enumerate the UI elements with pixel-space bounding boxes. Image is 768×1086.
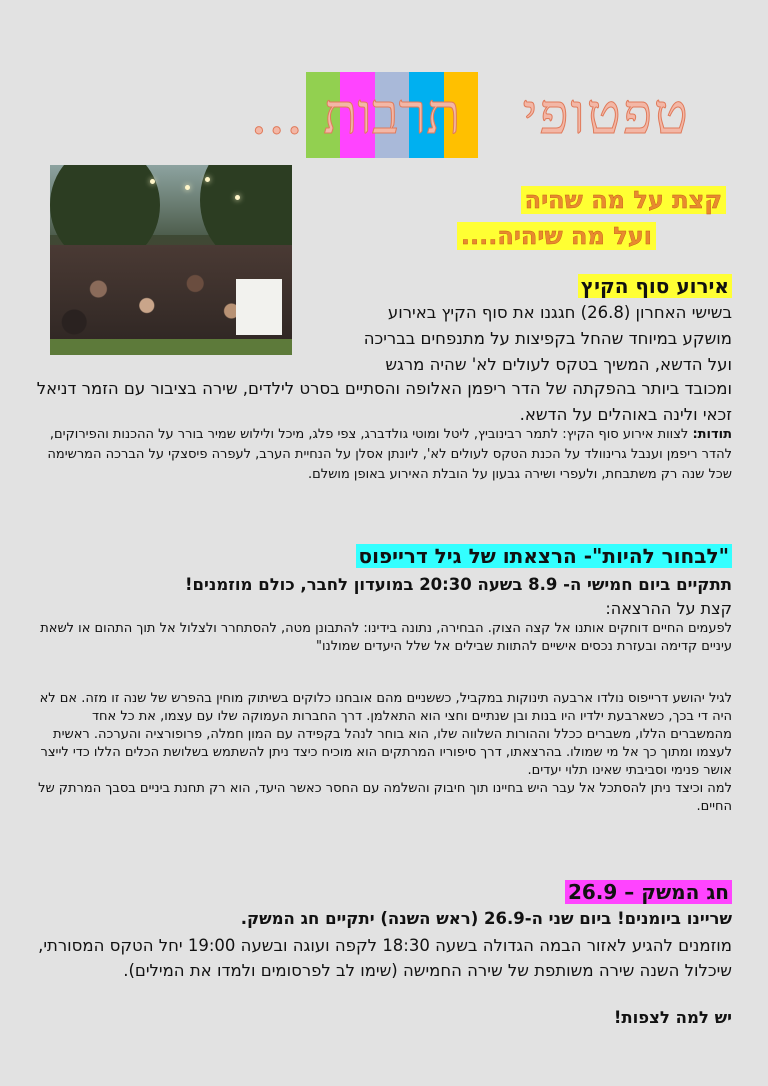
title-word-2: תרבות (323, 82, 461, 147)
photo-tent (236, 279, 282, 335)
photo-light (205, 177, 210, 182)
section1-line: ועל הדשא, המשיך בטקס לעולים לא' שהיה מרגש (385, 355, 732, 374)
event-photo (50, 165, 292, 355)
intro-line-1: קצת על מה שהיה (521, 186, 726, 214)
section1-line: בשישי האחרון (26.8) חגגנו את סוף הקיץ באירוע (387, 303, 732, 322)
section2-heading: "לבחור להיות"- הרצאתו של גיל דרייפוס (356, 544, 732, 568)
section1-paragraph (312, 300, 732, 378)
thanks-text: לצוות אירוע סוף הקיץ: לתמר רבינוביץ, ליטל ומוטי גולדברג, צפי פלג, מיכל ולילוש שמיר בורר על ההכנות והפירוקים, להדר ריפמן וענבל גרינוולד על הכנת הטקס לעולים לא', ליונתן אסלן על הנחיית הערב, לעפרה פיסצקי על הברכה המרשימה שכל שנה רק משתבחת, ולעפרי ושירה גבעון על הובלת האירוע באופן מושלם. (47, 427, 732, 482)
photo-light (185, 185, 190, 190)
section2-body (32, 690, 732, 816)
intro-line-2: ועל מה שיהיה.... (457, 222, 656, 250)
page-title (250, 72, 690, 160)
section2-lead: קצת על ההרצאה: (605, 599, 732, 618)
section2-body-line: לגיל יהושע דרייפוס נולדו ארבעה תינוקות במקביל, כששניים מהם אובחנו כלוקים בשיתוק מוחין בהפרש של שנה זו מזה. אם לא היה די בכך, כשארבעת ילדיו היו בנות ובן שנתיים וחצי הוא התאלמן. דרך החברות העמוקה שלו עם עצמו, את כל אחד מהמשברים הללו, משברים ככלל וההורות השלווה שלו, הוא בוחר לנהל בקפידה עם המון חמלה, פרופורציה והערכה. ראשית לעצמו ומתוך כך אל מי שמולו. בהרצאתו, דרך סיפוריו המרתקים הוא מוכיח כיצד ניתן להשתמש בשלושת הכלים הללו כדי לייצר אושר פנימי וסביבתי שאינו תלוי יעדים. (39, 691, 732, 778)
section3-heading: חג המשק – 26.9 (565, 880, 732, 904)
section2-quote: לפעמים החיים דוחקים אותנו אל קצה הצוק. הבחירה, נתונה בידינו: להתבונן מטה, להסתחרר ולצלול אל תוך התהום או לשאת עיניים קדימה ובעזרת נכסים אישיים להתוות שבילים אל שלל היעדים שמולנו" (40, 621, 732, 654)
photo-grass (50, 339, 292, 355)
thanks-label: תודות: (692, 427, 732, 442)
section3-closing: יש למה לצפות! (613, 1008, 732, 1027)
section3-body: מוזמנים להגיע לאזור הבמה הגדולה בשעה 18:30 לקפה ועוגה ובשעה 19:00 יחל הטקס המסורתי, שיכלול השנה שירה משותפת של שירה החמישה (שימו לב לפרסומים ולמדו את המילים). (38, 936, 732, 980)
section1-line: מושקע במיוחד שהחל בקפיצות על מתנפחים בבריכה (363, 329, 732, 348)
photo-light (150, 179, 155, 184)
photo-light (235, 195, 240, 200)
section3-subheading: שריינו ביומנים! ביום שני ה-26.9 (ראש השנה) יתקיים חג המשק. (240, 909, 732, 928)
section1-heading: אירוע סוף הקיץ (578, 274, 732, 298)
section2-subheading: תתקיים ביום חמישי ה- 8.9 בשעה 20:30 במועדון לחבר, כולם מוזמנים! (184, 575, 732, 594)
title-ellipsis: ... (250, 82, 304, 147)
section1-paragraph-cont: ומכובד ביותר בהפקתה של הדר ריפמן האלופה והסתיים בסרט לילדים, שירה בציבור עם הזמר דניאל זכאי ולינה באוהלים על הדשא. (36, 379, 732, 424)
title-word-1: טפטופי (522, 82, 690, 147)
section2-body-line: למה וכיצד ניתן להסתכל אל עבר היש בחיינו תוך חיבוק והשלמה עם החסר כאשר היעד, הוא רק תחנת ביניים בסבך המרתק של החיים. (38, 781, 732, 814)
section1-thanks (32, 425, 732, 485)
